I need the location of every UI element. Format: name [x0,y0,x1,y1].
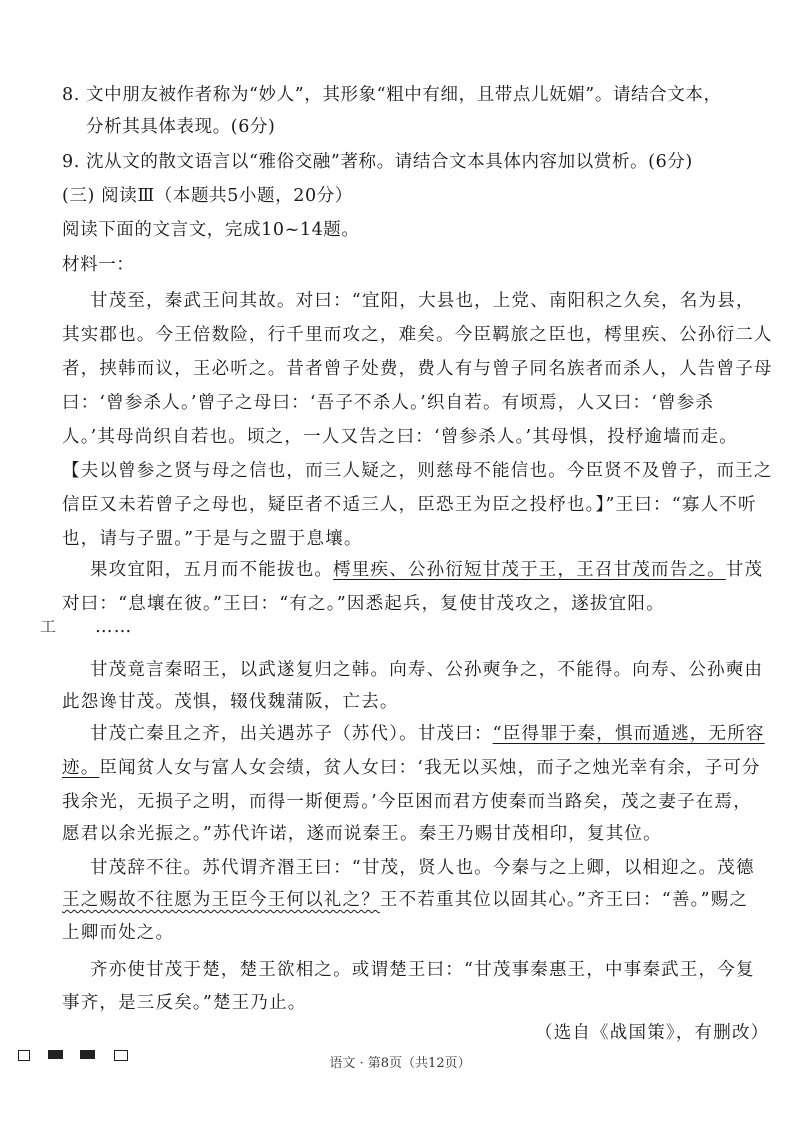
passage-segment: 甘茂 [725,560,764,580]
passage-segment: 王不若重其位以固其心。”齐王曰：“善。”赐之 [379,890,749,910]
passage-line [62,887,748,913]
passage-line: 曰：‘曾参杀人。’曾子之母曰：‘吾子不杀人。’织自若。有顷焉，人又曰：‘曾参杀 [62,393,715,413]
material-label: 材料一： [62,255,135,275]
source-citation: （选自《战国策》，有删改） [535,1023,770,1043]
passage-line [90,557,763,583]
underlined-sentence: 樗里疾、公孙衍短甘茂于王，王召甘茂而告之。 [333,560,726,580]
question-8-line-1: 8. 文中朋友被作者称为“妙人”，其形象“粗中有细，且带点儿妩媚”。请结合文本， [62,85,722,105]
passage-line: 者，挟韩而议，王必听之。昔者曾子处费，费人有与曾子同名族者而杀人，人告曾子母 [62,359,773,379]
ellipsis: …… [95,617,133,637]
page-number-footer: 语文 · 第8页（共12页） [329,1056,471,1071]
passage-line: 也，请与子盟。”于是与之盟于息壤。 [62,529,363,549]
passage-line: 其实郡也。今王倍数险，行千里而攻之，难矣。今臣羁旅之臣也，樗里疾、公孙衍二人 [62,325,773,345]
section-header: (三) 阅读Ⅲ（本题共5小题，20分） [62,186,353,206]
passage-segment: 果攻宜阳，五月而不能拔也。 [90,560,334,580]
passage-line: 事齐，是三反矣。”楚王乃止。 [62,993,307,1013]
passage-segment: 甘茂亡秦且之齐，出关遇苏子（苏代）。甘茂曰： [90,724,493,744]
wavy-underlined-sentence: 王之赐故不往愿为王臣今王何以礼之？ [62,890,380,910]
passage-line: 【夫以曾参之贤与母之信也，而三人疑之，则慈母不能信也。今臣贤不及曾子，而王之 [62,461,773,481]
passage-line [90,721,765,747]
passage-line: 愿君以余光振之。”苏代许诺，遂而说秦王。秦王乃赐甘茂相印，复其位。 [62,824,662,844]
passage-line: 甘茂竟言秦昭王，以武遂复归之韩。向寿、公孙奭争之，不能得。向寿、公孙奭由 [90,660,764,680]
underlined-sentence: “臣得罪于秦，惧而遁逃，无所容 [492,724,765,744]
margin-mark: 工 [40,617,57,636]
passage-line: 甘茂至，秦武王问其故。对曰：“宜阳，大县也，上党、南阳积之久矣，名为县， [90,291,755,311]
passage-line: 齐亦使甘茂于楚，楚王欲相之。或谓楚王曰：“甘茂事秦惠王，中事秦武王，今复 [90,960,755,980]
underlined-sentence: 迹。 [62,758,100,778]
passage-line: 我余光，无损子之明，而得一斯便焉。’今臣困而君方使秦而当路矣，茂之妻子在焉， [62,792,752,812]
section-instruction: 阅读下面的文言文，完成10~14题。 [62,220,360,240]
question-8-line-2: 分析其具体表现。(6分) [86,117,276,137]
passage-segment: 臣闻贫人女与富人女会绩，贫人女曰：‘我无以买烛，而子之烛光幸有余，子可分 [99,758,761,778]
passage-line: 对曰：“息壤在彼。”王曰：“有之。”因悉起兵，复使甘茂攻之，遂拔宜阳。 [62,594,665,614]
passage-line: 甘茂辞不往。苏代谓齐湣王曰：“甘茂，贤人也。今秦与之上卿，以相迎之。茂德 [90,858,755,878]
passage-line: 人。’其母尚织自若也。顷之，一人又告之曰：‘曾参杀人。’其母惧，投杼逾墙而走。 [62,427,738,447]
question-9: 9. 沈从文的散文语言以“雅俗交融”著称。请结合文本具体内容加以赏析。(6分) [62,152,693,172]
passage-line: 此怨谗甘茂。茂惧，辍伐魏蒲阪，亡去。 [62,692,399,712]
passage-line: 信臣又未若曾子之母也，疑臣者不适三人，臣恐王为臣之投杼也。】”王曰：“寡人不听 [62,495,757,515]
passage-line [62,755,761,781]
passage-line: 上卿而处之。 [62,923,175,943]
